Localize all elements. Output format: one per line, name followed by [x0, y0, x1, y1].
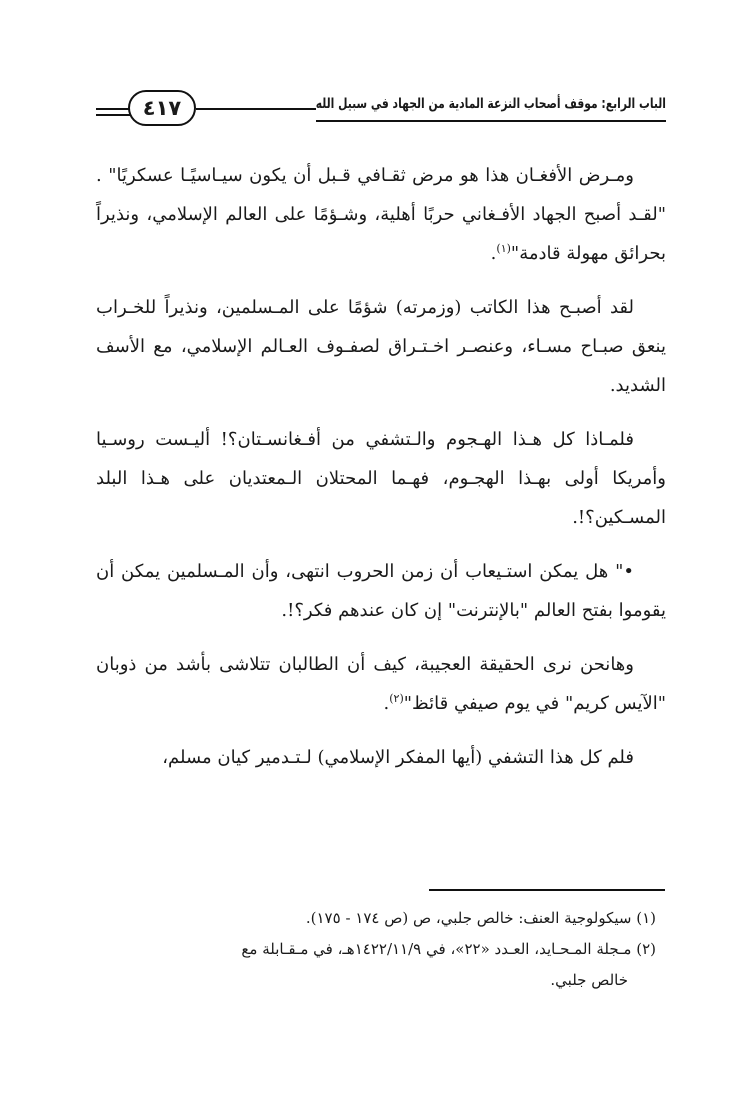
footnote: (٢) مـجلة المـحـايد، العـدد «٢٢»، في ١٤٢٢/١١/٩هـ، في مـقـابلة مع: [241, 940, 656, 958]
footnote-ref: (١): [496, 242, 511, 255]
paragraph: لقد أصبـح هذا الكاتب (وزمرته) شؤمًا على المـسلمين، ونذيراً للخـراب ينعق صبـاح مسـاء، وعنصـر اخـتـراق لصفـوف العـالم الإسلامي، مع الأسف الشديد.: [96, 297, 666, 396]
paragraph: فلمـاذا كل هـذا الهـجوم والـتشفي من أفـغانسـتان؟! أليـست روسـيا وأمريكا أولى بهـذا الهجـوم، فهـما المحتلان الـمعتديان على هـذا البلد المسـكين؟!.: [96, 429, 666, 528]
paragraph: وهانحن نرى الحقيقة العجيبة، كيف أن الطالبان تتلاشى بأشد من ذوبان "الآيس كريم" في يوم صيفي قائظ"$^{(٢)}$.: [96, 654, 666, 714]
paragraph: ومـرض الأفغـان هذا هو مرض ثقـافي قـبل أن يكون سيـاسيًـا عسكريًا" . "لقـد أصبح الجهاد الأفـغاني حربًا أهلية، وشـؤمًا على العالم الإسلامي، ونذيراً بحرائق مهولة قادمة"$^{(١)}$.: [96, 165, 666, 264]
footnotes: [96, 903, 666, 996]
header-rule-left-bottom: [96, 114, 130, 116]
header-rule-right: [316, 120, 666, 122]
footnote-continuation: خالص جلبي.: [550, 971, 628, 989]
chapter-title: الباب الرابع: موقف أصحاب النزعة المادية من الجهاد في سبيل الله: [315, 96, 666, 112]
footnote-ref: (٢): [389, 692, 404, 705]
footnote: (١) سيكولوجية العنف: خالص جلبي، ص (ص ١٧٤ - ١٧٥).: [305, 909, 656, 927]
paragraph: •" هل يمكن استـيعاب أن زمن الحروب انتهى، وأن المـسلمين يمكن أن يقوموا بفتح العالم "بالإنترنت" إن كان عندهم فكر؟!.: [96, 561, 666, 621]
page-number: ٤١٧: [128, 90, 196, 126]
footnote-separator: [429, 889, 665, 891]
paragraph: فلم كل هذا التشفي (أيها المفكر الإسلامي) لـتـدمير كيان مسلم،: [162, 747, 634, 768]
header-rule-mid: [196, 108, 316, 110]
header-rule-left-top: [96, 108, 130, 110]
body-text: [96, 156, 666, 792]
running-header: [96, 86, 666, 134]
